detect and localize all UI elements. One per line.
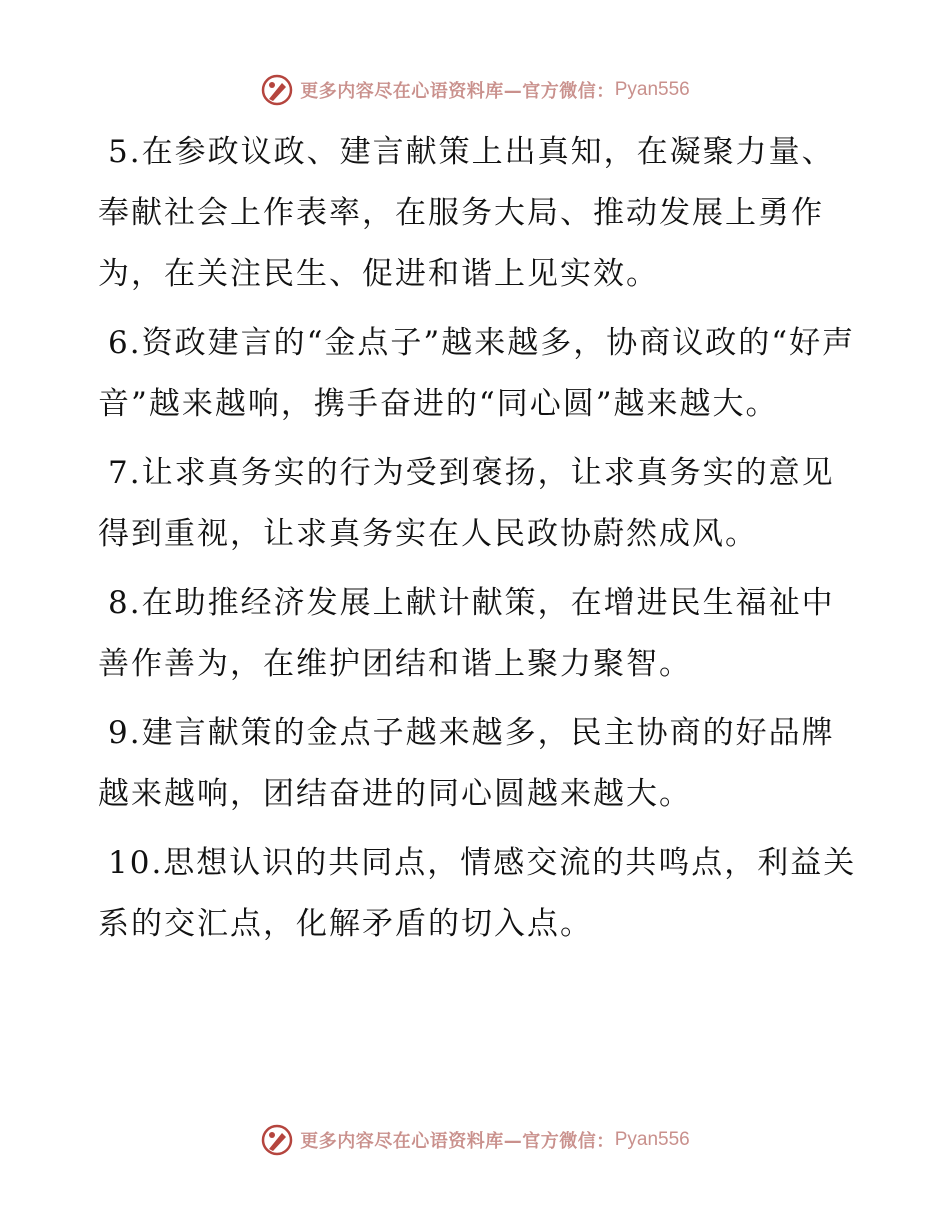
paragraph-10: 10.思想认识的共同点，情感交流的共鸣点，利益关系的交汇点，化解矛盾的切入点。 (98, 845, 857, 942)
paragraph-6: 6.资政建言的“金点子”越来越多，协商议政的“好声音”越来越响，携手奋进的“同心圆”越来越大。 (98, 325, 856, 422)
paragraph-9: 9.建言献策的金点子越来越多，民主协商的好品牌越来越响，团结奋进的同心圆越来越大。 (98, 715, 835, 812)
pen-nib-logo-icon (260, 73, 294, 107)
header-watermark (0, 70, 950, 110)
pen-nib-logo-icon (260, 1123, 294, 1157)
document-body (98, 122, 858, 963)
paragraph-5: 5.在参政议政、建言献策上出真知，在凝聚力量、奉献社会上作表率，在服务大局、推动发展上勇作为，在关注民生、促进和谐上见实效。 (98, 134, 835, 292)
footer-watermark (0, 1120, 950, 1160)
paragraph-8: 8.在助推经济发展上献计献策，在增进民生福祉中善作善为，在维护团结和谐上聚力聚智。 (98, 585, 835, 682)
watermark-wechat-id: Pyan556 (614, 1129, 690, 1150)
watermark-text: 更多内容尽在心语资料库—官方微信： (300, 81, 615, 102)
watermark-wechat-id: Pyan556 (614, 79, 690, 100)
watermark-text: 更多内容尽在心语资料库—官方微信： (300, 1131, 615, 1152)
paragraph-7: 7.让求真务实的行为受到褒扬，让求真务实的意见得到重视，让求真务实在人民政协蔚然成风。 (98, 455, 835, 552)
